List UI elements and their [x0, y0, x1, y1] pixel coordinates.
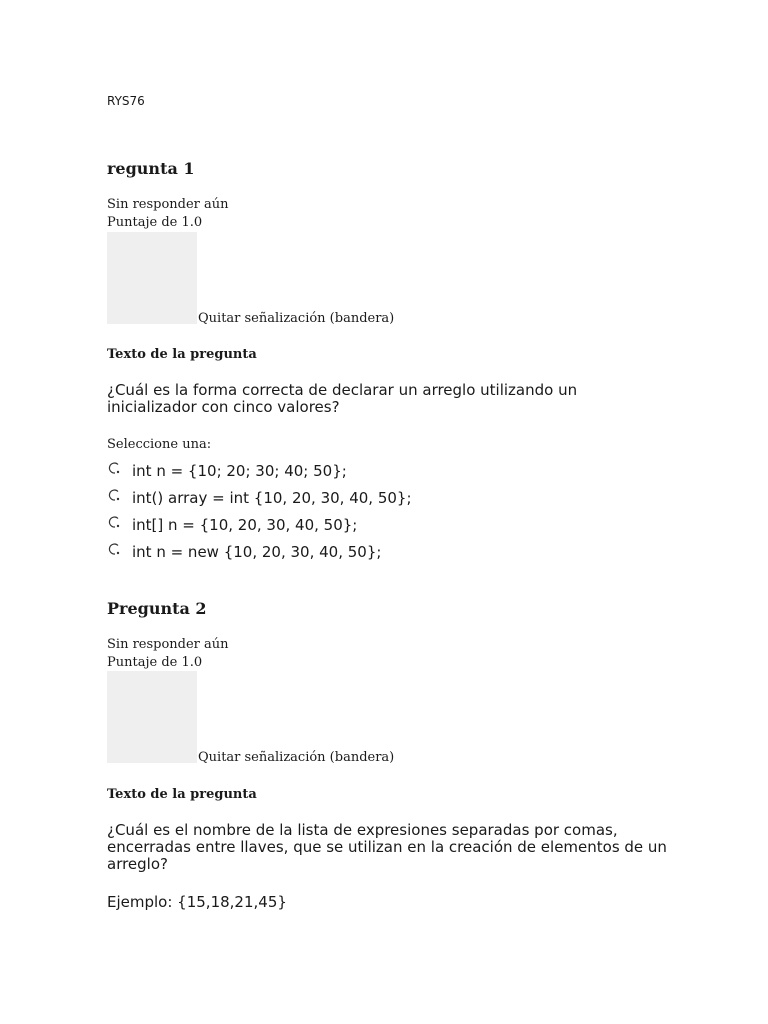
question-2-example: Ejemplo: {15,18,21,45} — [107, 893, 287, 911]
option-label: int() array = int {10, 20, 30, 40, 50}; — [132, 489, 412, 507]
question-2-status: Sin responder aún — [107, 637, 229, 652]
option-label: int n = {10; 20; 30; 40; 50}; — [132, 462, 347, 480]
flag-icon[interactable] — [107, 671, 197, 763]
question-1-option-a[interactable] — [107, 460, 347, 482]
question-1-flag-link[interactable]: Quitar señalización (bandera) — [198, 311, 395, 326]
flag-icon[interactable] — [107, 232, 197, 324]
question-1-option-d[interactable] — [107, 541, 381, 563]
option-label: int[] n = {10, 20, 30, 40, 50}; — [132, 516, 358, 534]
option-label: int n = new {10, 20, 30, 40, 50}; — [132, 543, 382, 561]
question-2-info — [107, 636, 229, 672]
radio-button-icon[interactable] — [107, 542, 121, 556]
question-2-text-label: Texto de la pregunta — [107, 787, 257, 802]
radio-button-icon[interactable] — [107, 461, 121, 475]
question-2-flag-link[interactable]: Quitar señalización (bandera) — [198, 750, 395, 765]
question-1-text-label: Texto de la pregunta — [107, 347, 257, 362]
question-1-title: regunta 1 — [107, 159, 195, 178]
question-1-option-c[interactable] — [107, 514, 357, 536]
question-2-text: ¿Cuál es el nombre de la lista de expresiones separadas por comas, encerradas entre llaves, que se utilizan en la creación de elementos de un arreglo? — [107, 821, 667, 873]
radio-button-icon[interactable] — [107, 488, 121, 502]
question-1-status: Sin responder aún — [107, 197, 229, 212]
question-1-text: ¿Cuál es la forma correcta de declarar un arreglo utilizando un inicializador con cinco valores? — [107, 381, 578, 416]
question-1-option-b[interactable] — [107, 487, 412, 509]
question-1-select-label: Seleccione una: — [107, 437, 212, 452]
document-id: RYS76 — [107, 94, 145, 108]
question-1-score: Puntaje de 1.0 — [107, 215, 203, 230]
question-2-title: Pregunta 2 — [107, 599, 207, 618]
question-2-score: Puntaje de 1.0 — [107, 655, 203, 670]
radio-button-icon[interactable] — [107, 515, 121, 529]
question-1-info — [107, 196, 229, 232]
